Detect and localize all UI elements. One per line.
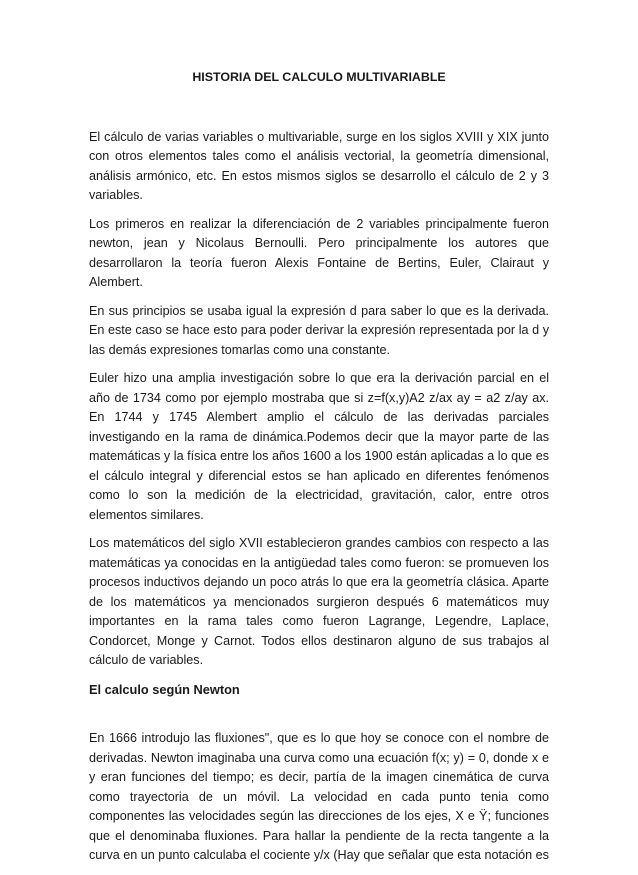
paragraph-euler: Euler hizo una amplia investigación sobre lo que era la derivación parcial en el año de 1734 como por ejemplo mostraba que si z=f(x,y)A2 z/ax ay = a2 z/ay ax. En 1744 y 1745 Alembert amplio el cálculo de las derivadas parciales investigando en la rama de dinámica.Podemos decir que la mayor parte de las matemáticas y la física entre los años 1600 a los 1900 están aplicadas a lo que es el cálculo integral y diferencial estos se han aplicado en diferentes fenómenos como lo son la medición de la electricidad, gravitación, calor, entre otros elementos similares. (89, 371, 549, 522)
paragraph-fluxions: En 1666 introdujo las fluxiones", que es lo que hoy se conoce con el nombre de derivadas. Newton imaginaba una curva como una ecuación f(x; y) = 0, donde x e y eran funciones del tiempo; es decir, partía de la imagen cinemática de curva como trayectoria de un móvil. La velocidad en cada punto tenia como componentes las velocidades según las direcciones de los ejes, X e Ÿ; funciones que el denominaba fluxiones. Para hallar la pendiente de la recta tangente a la curva en un punto calculaba el cociente y/x (Hay que señalar que esta notación es (89, 731, 549, 862)
paragraph-notation: En sus principios se usaba igual la expresión d para saber lo que es la derivada. En este caso se hace esto para poder derivar la expresión representada por la d y las demás expresiones tomarlas como una constante. (89, 303, 549, 357)
document-title: HISTORIA DEL CALCULO MULTIVARIABLE (192, 70, 446, 84)
paragraph-17th-century: Los matemáticos del siglo XVII establecieron grandes cambios con respecto a las matemáticas ya conocidas en la antigüedad tales como fueron: se promueven los procesos inductivos dejando un poco atrás lo que era la geometría clásica. Aparte de los matemáticos ya mencionados surgieron después 6 matemáticos muy importantes en la rama tales como fueron Lagrange, Legendre, Laplace, Condorcet, Monge y Carnot. Todos ellos destinaron alguno de sus trabajos al cálculo de variables. (89, 536, 549, 667)
document-body (89, 68, 549, 875)
paragraph-intro: El cálculo de varias variables o multivariable, surge en los siglos XVIII y XIX junto con otros elementos tales como el análisis vectorial, la geometría dimensional, análisis armónico, etc. En estos mismos siglos se desarrollo el cálculo de 2 y 3 variables. (89, 129, 549, 202)
section-heading-newton: El calculo según Newton (89, 681, 240, 697)
paragraph-pioneers: Los primeros en realizar la diferenciación de 2 variables principalmente fueron newton, jean y Nicolaus Bernoulli. Pero principalmente los autores que desarrollaron la teoría fueron Alexis Fontaine de Bertins, Euler, Clairaut y Alembert. (89, 216, 549, 289)
